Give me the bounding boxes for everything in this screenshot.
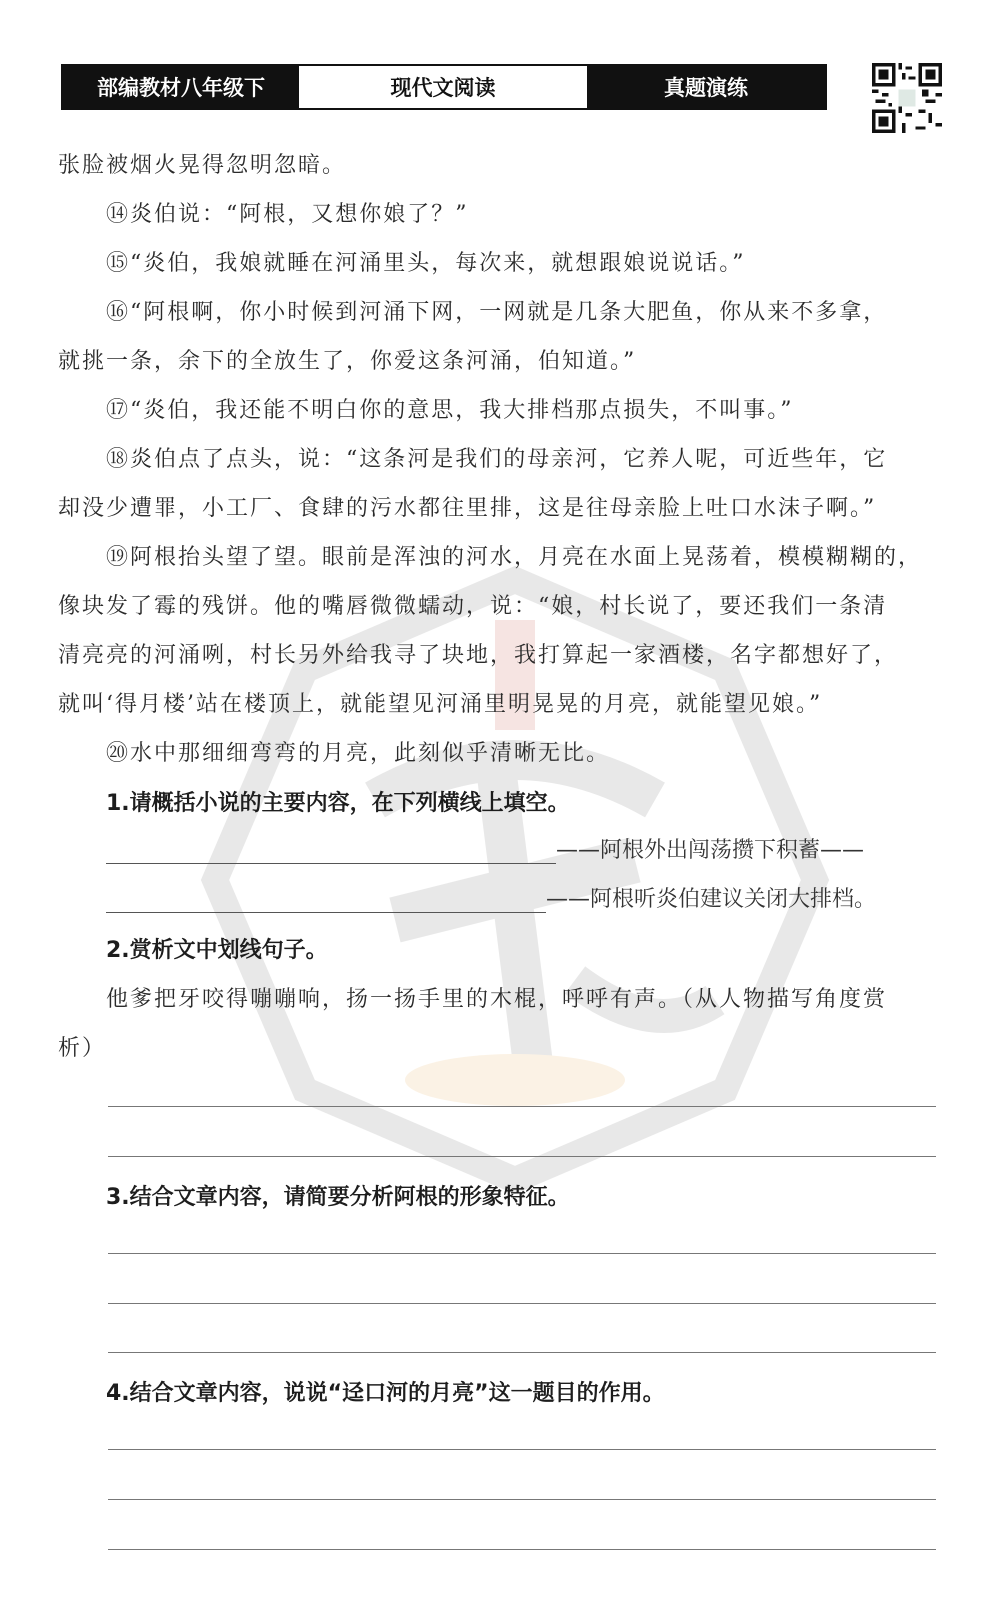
passage-line: 张脸被烟火晃得忽明忽暗。 bbox=[58, 153, 347, 178]
paragraph-19-line-2: 像块发了霉的残饼。他的嘴唇微微蠕动，说：“娘，村长说了，要还我们一条清 bbox=[58, 594, 888, 619]
question-2-sentence: 他爹把牙咬得嘣嘣响，扬一扬手里的木棍，呼呼有声。（从人物描写角度赏 bbox=[106, 987, 888, 1012]
question-2-sentence-tail: 析） bbox=[58, 1036, 107, 1061]
paragraph-19-line-1: ⑲阿根抬头望了望。眼前是浑浊的河水，月亮在水面上晃荡着，模模糊糊的， bbox=[106, 545, 923, 570]
question-1-fill-row-2 bbox=[106, 882, 876, 913]
paragraph-19-line-3: 清亮亮的河涌咧，村长另外给我寻了块地，我打算起一家酒楼，名字都想好了， bbox=[58, 643, 899, 668]
question-2: 2.赏析文中划线句子。 bbox=[106, 938, 328, 963]
paragraph-16-line-2: 就挑一条，余下的全放生了，你爱这条河涌，伯知道。” bbox=[58, 349, 637, 374]
qr-code-icon bbox=[872, 63, 942, 133]
paragraph-16-line-1: ⑯“阿根啊，你小时候到河涌下网，一网就是几条大肥鱼，你从来不多拿， bbox=[106, 300, 888, 325]
header-section-label: 现代文阅读 bbox=[299, 66, 587, 108]
question-4: 4.结合文章内容，说说“迳口河的月亮”这一题目的作用。 bbox=[106, 1381, 665, 1406]
paragraph-14: ⑭炎伯说：“阿根，又想你娘了？” bbox=[106, 202, 469, 227]
answer-line[interactable] bbox=[108, 1106, 936, 1107]
answer-line[interactable] bbox=[108, 1449, 936, 1450]
fill-text: ——阿根外出闯荡攒下积蓄—— bbox=[556, 838, 865, 863]
header-grade-label: 部编教材八年级下 bbox=[63, 66, 299, 108]
question-1: 1.请概括小说的主要内容，在下列横线上填空。 bbox=[106, 791, 570, 816]
paragraph-17: ⑰“炎伯，我还能不明白你的意思，我大排档那点损失，不叫事。” bbox=[106, 398, 794, 423]
answer-line[interactable] bbox=[108, 1352, 936, 1353]
fill-text: ——阿根听炎伯建议关闭大排档。 bbox=[546, 887, 877, 912]
answer-blank[interactable] bbox=[106, 839, 556, 864]
paragraph-18-line-1: ⑱炎伯点了点头，说：“这条河是我们的母亲河，它养人呢，可近些年，它 bbox=[106, 447, 888, 472]
paragraph-15: ⑮“炎伯，我娘就睡在河涌里头，每次来，就想跟娘说说话。” bbox=[106, 251, 746, 276]
answer-line[interactable] bbox=[108, 1253, 936, 1254]
answer-line[interactable] bbox=[108, 1303, 936, 1304]
answer-line[interactable] bbox=[108, 1499, 936, 1500]
answer-line[interactable] bbox=[108, 1549, 936, 1550]
answer-line[interactable] bbox=[108, 1156, 936, 1157]
question-1-fill-row-1 bbox=[106, 833, 864, 864]
paragraph-18-line-2: 却没少遭罪，小工厂、食肆的污水都往里排，这是往母亲脸上吐口水沫子啊。” bbox=[58, 496, 877, 521]
question-3: 3.结合文章内容，请简要分析阿根的形象特征。 bbox=[106, 1185, 570, 1210]
paragraph-19-line-4: 就叫‘得月楼’站在楼顶上，就能望见河涌里明晃晃的月亮，就能望见娘。” bbox=[58, 692, 823, 717]
answer-blank[interactable] bbox=[106, 888, 546, 913]
paragraph-20: ⑳水中那细细弯弯的月亮，此刻似乎清晰无比。 bbox=[106, 741, 611, 766]
header-practice-label: 真题演练 bbox=[587, 66, 825, 108]
header-bar bbox=[61, 64, 827, 110]
